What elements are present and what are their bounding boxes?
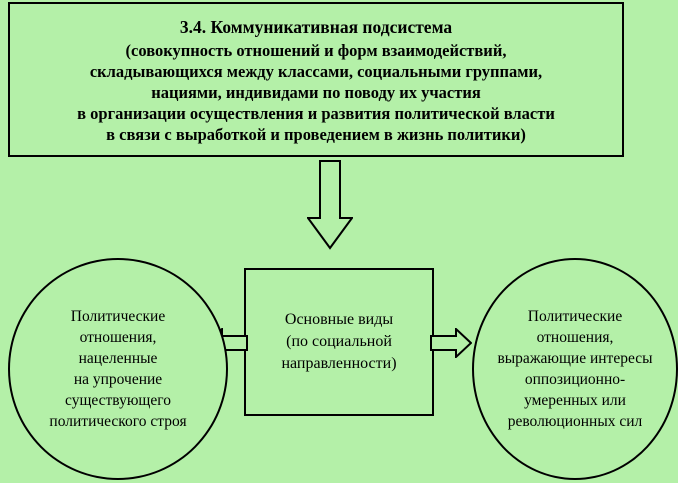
left-ellipse-line: на упрочение [73, 371, 163, 388]
left-ellipse-line: Политические [70, 308, 166, 325]
title-subline: (совокупность отношений и форм взаимодействий, [125, 40, 507, 60]
title-subline: в организации осуществления и развития политической власти [77, 103, 555, 123]
left-ellipse-line: политического строя [49, 413, 187, 430]
right-ellipse-line: умеренных или [524, 392, 626, 409]
center-line: направленности) [281, 355, 397, 372]
left-ellipse-line: отношения, [79, 329, 157, 346]
title-subline: складывающихся между классами, социальными группами, [89, 61, 543, 81]
left-ellipse [8, 258, 228, 480]
center-line: (по социальной [286, 333, 392, 350]
arrow-down-icon [307, 160, 353, 250]
title-subline: в связи с выработкой и проведением в жизнь политики) [106, 124, 526, 144]
right-ellipse-line: выражающие интересы [497, 350, 653, 367]
right-ellipse-line: отношения, [536, 329, 614, 346]
right-ellipse-line: революционных сил [507, 413, 643, 430]
left-ellipse-line: нацеленные [78, 350, 158, 367]
right-ellipse-line: оппозиционно- [524, 371, 626, 388]
right-ellipse [472, 258, 678, 480]
arrow-right-icon [430, 328, 472, 358]
title-heading: 3.4. Коммуникативная подсистема [179, 16, 453, 37]
right-ellipse-line: Политические [527, 308, 623, 325]
center-line: Основные виды [284, 311, 394, 328]
left-ellipse-line: существующего [65, 392, 171, 409]
title-subline: нациями, индивидами по поводу их участия [151, 82, 481, 102]
title-box [8, 2, 624, 157]
center-box [244, 268, 434, 416]
